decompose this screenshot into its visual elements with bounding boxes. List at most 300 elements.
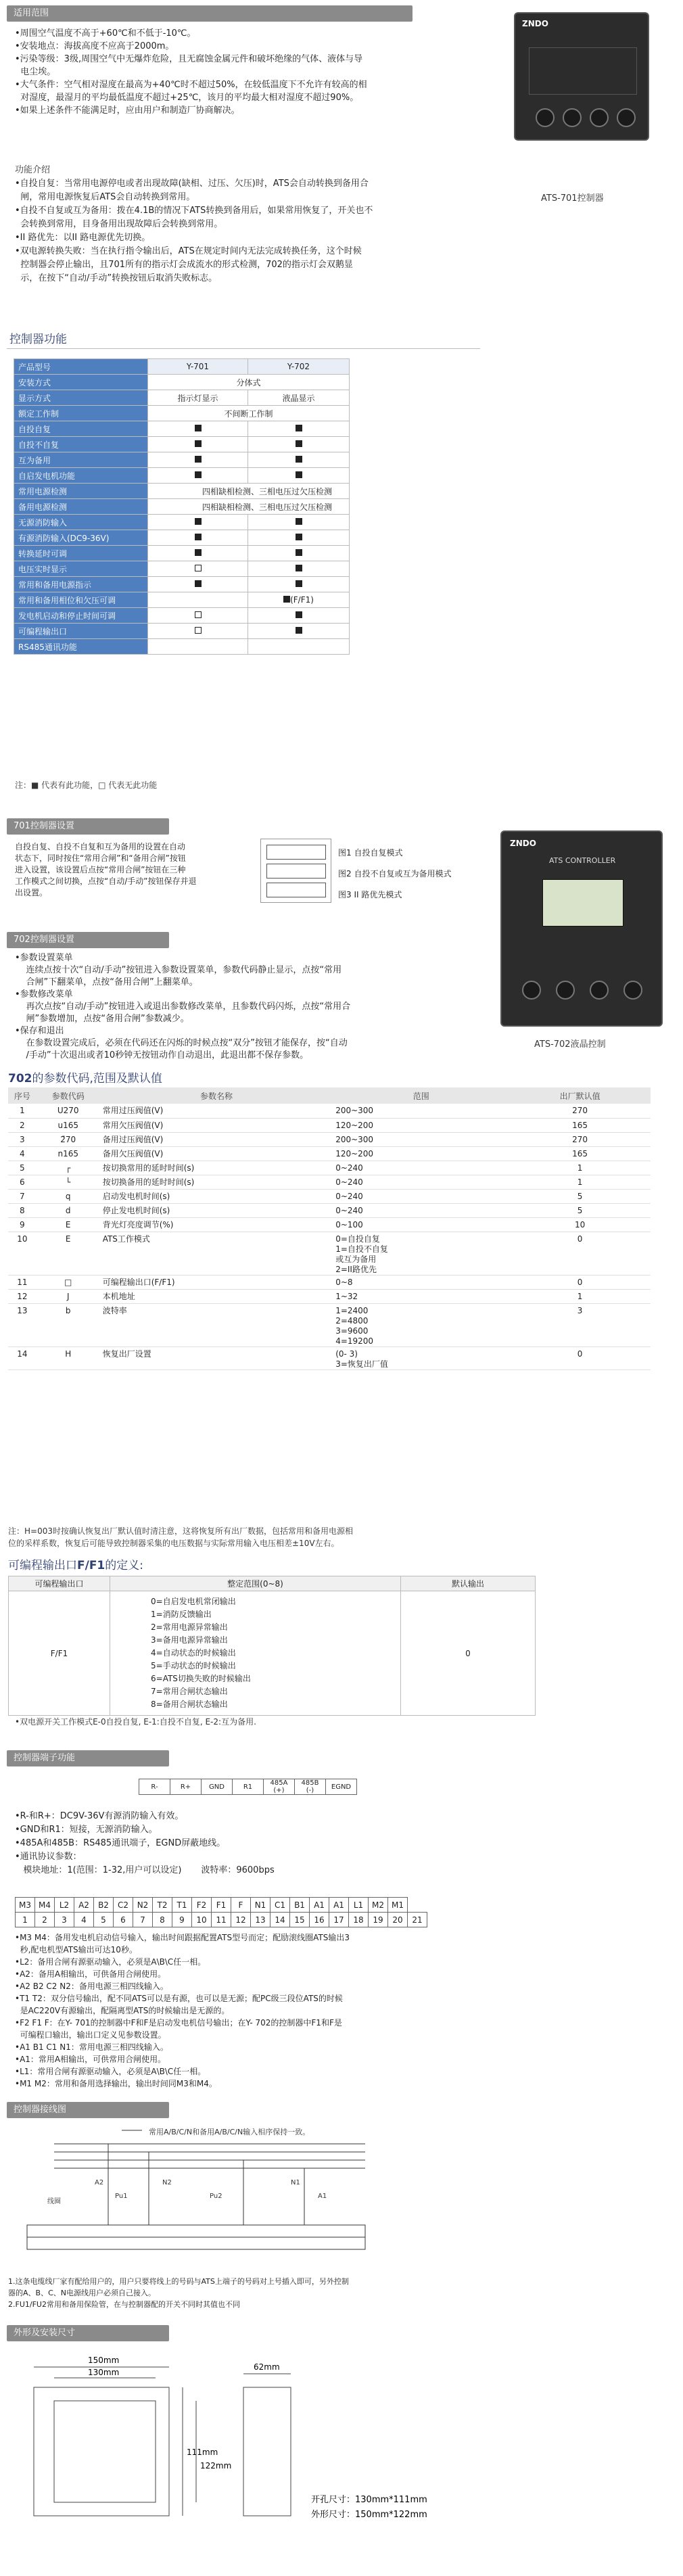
table-row	[8, 1132, 651, 1146]
text-line: •A1 B1 C1 N1：常用电源三相四线输入。	[15, 2042, 168, 2052]
cell-text: 液晶显示	[282, 393, 315, 403]
s702-text	[15, 952, 495, 1062]
terminal-label-cell: N2	[133, 1898, 153, 1913]
terminal-number-cell: 14	[270, 1913, 290, 1927]
param-no: 6	[8, 1175, 37, 1189]
filled-square-icon	[195, 456, 202, 463]
text-line: 4=自动状态的时候输出	[151, 1648, 236, 1658]
wiring-label-pu1: Pu1	[115, 2193, 128, 2200]
table-row	[8, 1289, 651, 1303]
table-row	[8, 1189, 651, 1203]
text-line: 状态下，同时按住“常用合闸”和“备用合闸”按钮	[15, 853, 186, 863]
param-code: □	[37, 1275, 100, 1289]
text-line: 2=常用电源异常输出	[151, 1622, 228, 1632]
y702-cell	[248, 421, 350, 437]
param-def: 165	[509, 1118, 651, 1132]
filled-square-icon	[296, 565, 302, 571]
row-label: 自启发电机功能	[14, 468, 148, 484]
table-row	[14, 530, 350, 546]
row-label: 电压实时显示	[14, 561, 148, 577]
param-def: 10	[509, 1217, 651, 1232]
terminal-top-cell: 485A (+)	[264, 1779, 295, 1795]
terminal-label-cell: M1	[388, 1898, 408, 1913]
table-row	[14, 561, 350, 577]
y702-cell	[248, 546, 350, 561]
terminal-number-cell: 1	[16, 1913, 35, 1927]
param-name: ATS工作模式	[100, 1232, 333, 1275]
wiring-label-n2: N2	[162, 2179, 172, 2186]
text-line: 模块地址：1(范围：1-32,用户可以设定) 波特率：9600bps	[15, 1865, 275, 1875]
y702-cell	[248, 390, 350, 406]
y702-cell	[248, 452, 350, 468]
filled-square-icon	[296, 534, 302, 540]
param-range: 0~240	[333, 1203, 509, 1217]
param-range: 1~32	[333, 1289, 509, 1303]
text-line: 是AC220V有源输出，配隔离型ATS的时候输出是无源的。	[15, 2006, 230, 2015]
y702-cell	[248, 592, 350, 608]
terminal-number-cell: 19	[369, 1913, 388, 1927]
text-line: 图1 自投自复模式	[338, 848, 403, 858]
filled-square-icon	[195, 440, 202, 447]
row-label: 发电机启动和停止时间可调	[14, 608, 148, 624]
filled-square-icon	[296, 611, 302, 618]
terminal-label-cell: F	[231, 1898, 251, 1913]
text-line: 控制器会停止输出，且701所有的指示灯会成流水的形式检测，702的指示灯会双鹅显	[15, 260, 353, 270]
param-name: 常用欠压阀值(V)	[100, 1118, 333, 1132]
row-label: 无源消防输入	[14, 515, 148, 530]
terminal-label-cell: C2	[114, 1898, 133, 1913]
terminal-number-cell: 7	[133, 1913, 153, 1927]
param-range: 0~8	[333, 1275, 509, 1289]
param-code: q	[37, 1189, 100, 1203]
param-name: 恢复出厂设置	[100, 1346, 333, 1369]
text-line: 秒,配电机型ATS输出可达10秒。	[15, 1945, 137, 1954]
prog-title-b: F/F1	[77, 1559, 105, 1572]
prog-title-c: 的定义:	[105, 1559, 143, 1572]
dip-switch-3	[266, 883, 326, 897]
row-label: 常用和备用电源指示	[14, 577, 148, 592]
terminal-number-cell: 20	[388, 1913, 408, 1927]
terminal-label-cell: T1	[172, 1898, 192, 1913]
s701-legend	[338, 843, 451, 906]
param-def: 5	[509, 1203, 651, 1217]
col-header: 可编程输出口	[9, 1576, 110, 1591]
text-line: 对湿度，最湿月的平均最低温度不超过+25℃，该月的平均最大相对湿度不超过90%。	[15, 93, 359, 103]
wiring-top-label: 常用A/B/C/N和备用A/B/C/N输入相序保持一致。	[149, 2128, 310, 2136]
terminal-label-cell: A1	[310, 1898, 329, 1913]
terminal-label-cell: B2	[94, 1898, 114, 1913]
y701-cell	[148, 530, 248, 546]
table-row	[14, 452, 350, 468]
terminal-number-cell: 15	[290, 1913, 310, 1927]
wiring-label-pu2: Pu2	[210, 2193, 222, 2200]
device-button	[522, 981, 541, 1000]
row-label: 额定工作制	[14, 406, 148, 421]
col-header: 整定范围(0~8)	[110, 1576, 401, 1591]
terminal-label-cell: T2	[153, 1898, 172, 1913]
panel-size: 外形尺寸：150mm*122mm	[311, 2510, 427, 2520]
terminal-label-cell: L2	[55, 1898, 74, 1913]
device-caption-701: ATS-701控制器	[541, 193, 604, 204]
terminal-block-bottom	[15, 1897, 427, 1927]
param-name: 背光灯亮度调节(%)	[100, 1217, 333, 1232]
text-line: 3=备用电源异常输出	[151, 1635, 228, 1645]
table-row	[8, 1303, 651, 1346]
text-line: •安装地点：海拔高度不应高于2000m。	[15, 41, 174, 51]
text-line: 电尘埃。	[15, 67, 56, 77]
table-row	[14, 484, 350, 499]
controller-function-table	[14, 358, 350, 655]
param-code: 2̄70	[37, 1132, 100, 1146]
table-row	[14, 515, 350, 530]
row-label: 可编程输出口	[14, 624, 148, 639]
table-row	[8, 1203, 651, 1217]
row-label: 有源消防输入(DC9-36V)	[14, 530, 148, 546]
param-no: 11	[8, 1275, 37, 1289]
y701-cell	[148, 515, 248, 530]
text-line: 2.FU1/FU2常用和备用保险管，在与控制器配的开关不同时其值也不同	[8, 2300, 240, 2309]
section-header-701: 701控制器设置	[7, 818, 169, 835]
y702-cell	[248, 437, 350, 452]
text-line: •通讯协议参数：	[15, 1852, 82, 1862]
param-def: 0	[509, 1275, 651, 1289]
text-line: •参数设置菜单	[15, 953, 73, 963]
y702-cell	[248, 577, 350, 592]
param-range: 0~100	[333, 1217, 509, 1232]
y701-cell	[148, 577, 248, 592]
section-header-wiring: 控制器接线图	[7, 2102, 169, 2118]
terminal-label-cell: A1	[329, 1898, 349, 1913]
terminal-label-cell: L1	[349, 1898, 369, 1913]
y701-cell	[148, 561, 248, 577]
span-cell: 不间断工作制	[148, 406, 350, 421]
text-line: •T1 T2：双分信号输出，配不同ATS可以是有源，也可以是无源；配PC级三段位ATS的时候	[15, 1994, 343, 2003]
filled-square-icon	[195, 580, 202, 587]
y702-cell	[248, 561, 350, 577]
text-line: 再次点按“自动/手动”按钮进入或退出参数修改菜单，且参数代码闪烁，点按“常用合	[15, 1002, 351, 1012]
terminal-text-1	[15, 1810, 542, 1877]
y701-cell	[148, 468, 248, 484]
table-row	[14, 639, 350, 655]
terminal-number-cell: 2	[35, 1913, 55, 1927]
param-name: 停止发电机时间(s)	[100, 1203, 333, 1217]
device-button	[536, 108, 555, 127]
table-row	[8, 1104, 651, 1118]
wiring-label-coil: 线圈	[47, 2198, 61, 2205]
dimension-drawing	[14, 2347, 663, 2570]
filled-square-icon	[296, 580, 302, 587]
param-range: 0~240	[333, 1161, 509, 1175]
indicator-panel	[529, 47, 637, 95]
param-col-header: 出厂默认值	[509, 1087, 651, 1104]
table-row	[8, 1275, 651, 1289]
prog-title-a: 可编程输出口	[8, 1559, 77, 1572]
terminal-block-top	[139, 1779, 357, 1795]
filled-square-icon	[195, 549, 202, 556]
param-no: 1	[8, 1104, 37, 1118]
device-caption-702: ATS-702液晶控制	[534, 1039, 606, 1050]
y701-cell	[148, 624, 248, 639]
inner-width: 130mm	[88, 2368, 120, 2377]
empty-square-icon	[195, 611, 202, 618]
param-range: 200~300	[333, 1132, 509, 1146]
terminal-top-cell: R-	[139, 1779, 170, 1795]
terminal-number-cell: 18	[349, 1913, 369, 1927]
text-line: 图3 II 路优先模式	[338, 890, 402, 899]
param-range: 120~200	[333, 1118, 509, 1132]
terminal-number-cell: 5	[94, 1913, 114, 1927]
param-no: 8	[8, 1203, 37, 1217]
table-row	[14, 608, 350, 624]
y701-cell	[148, 437, 248, 452]
section-header-terminals: 控制器端子功能	[7, 1750, 169, 1766]
lcd-screen	[542, 879, 623, 927]
wiring-label-n1: N1	[291, 2179, 300, 2186]
device-button	[590, 108, 609, 127]
y701-cell	[148, 546, 248, 561]
ctrl-col-header: Y-702	[248, 359, 350, 375]
row-label: 常用电源检测	[14, 484, 148, 499]
text-line: 闸，常用电源恢复后ATS会自动转换到常用。	[15, 192, 195, 202]
dip-switch-figure	[260, 839, 331, 903]
param-col-header: 序号	[8, 1087, 37, 1104]
params-title-rest: 的参数代码,范围及默认值	[32, 1072, 162, 1085]
port-cell: F/F1	[9, 1591, 110, 1716]
hole-size: 开孔尺寸：130mm*111mm	[311, 2495, 427, 2505]
param-no: 9	[8, 1217, 37, 1232]
row-label: 备用电源检测	[14, 499, 148, 515]
text-line: •A2：备用A相输出，可供备用合闸使用。	[15, 1969, 166, 1979]
row-label: 自投不自复	[14, 437, 148, 452]
table-row	[14, 499, 350, 515]
param-def: 1	[509, 1161, 651, 1175]
brand-logo: ZNDO	[522, 19, 548, 28]
text-line: 在参数设置完成后，必须在代码还在闪烁的时候点按“双分”按钮才能保存，按“自动	[15, 1038, 348, 1048]
device-title: ATS CONTROLLER	[549, 856, 616, 865]
param-no: 13	[8, 1303, 37, 1346]
text-line: 出设置。	[15, 888, 48, 897]
terminal-text-2	[15, 1931, 678, 2090]
param-def: 1	[509, 1289, 651, 1303]
param-range: 120~200	[333, 1146, 509, 1161]
terminal-number-cell: 17	[329, 1913, 349, 1927]
params-note	[8, 1525, 671, 1549]
param-range: 0~240	[333, 1175, 509, 1189]
filled-square-icon	[283, 596, 290, 603]
text-line: 示，在按下“自动/手动”转换按钮后取消失败标志。	[15, 273, 218, 283]
text-line: 闸”参数增加，点按“备用合闸”参数减少。	[15, 1014, 189, 1024]
table-row	[14, 406, 350, 421]
text-line: 会转换到常用，目身备用出现故障后会转换到常用。	[15, 219, 223, 229]
y701-cell	[148, 639, 248, 655]
filled-square-icon	[296, 471, 302, 478]
param-name: 备用过压阀值(V)	[100, 1132, 333, 1146]
param-def: 5	[509, 1189, 651, 1203]
section-header-dims: 外形及安装尺寸	[7, 2325, 169, 2341]
section-title-ctrl-func: 控制器功能	[7, 330, 480, 349]
device-button	[590, 981, 609, 1000]
text-line: 进入设置，该设置后点按“常用合闸”按钮在三种	[15, 865, 186, 874]
param-col-header: 参数代码	[37, 1087, 100, 1104]
text-line: •R-和R+：DC9V-36V有源消防输入有效。	[15, 1811, 184, 1821]
terminal-number-cell: 4	[74, 1913, 94, 1927]
filled-square-icon	[195, 425, 202, 431]
row-label: 常用和备用相位和欠压可调	[14, 592, 148, 608]
terminal-label-cell: M3	[16, 1898, 35, 1913]
table-row	[14, 421, 350, 437]
param-name: 备用欠压阀值(V)	[100, 1146, 333, 1161]
param-range: (0- 3) 3=恢复出厂值	[333, 1346, 509, 1369]
y701-cell	[148, 608, 248, 624]
section-header-702: 702控制器设置	[7, 932, 169, 948]
terminal-top-cell: GND	[202, 1779, 233, 1795]
row-label: 自投自复	[14, 421, 148, 437]
terminal-top-cell: R1	[233, 1779, 264, 1795]
row-label: 安装方式	[14, 375, 148, 390]
filled-square-icon	[195, 471, 202, 478]
param-col-header: 参数名称	[100, 1087, 333, 1104]
param-name: 可编程输出口(F/F1)	[100, 1275, 333, 1289]
param-def: 1	[509, 1175, 651, 1189]
text-line: 自投自复、自投不自复和互为备用的设置在自动	[15, 842, 186, 851]
y702-cell	[248, 468, 350, 484]
text-line: 连续点按十次“自动/手动”按钮进入参数设置菜单，参数代码静止显示，点按“常用	[15, 965, 342, 975]
table-row	[14, 577, 350, 592]
empty-square-icon	[195, 627, 202, 634]
y702-cell	[248, 530, 350, 546]
prog-footnote: •双电源开关工作模式E-0自投自复, E-1:自投不自复, E-2:互为备用.	[15, 1717, 256, 1727]
filled-square-icon	[296, 518, 302, 525]
terminal-number-cell: 16	[310, 1913, 329, 1927]
terminal-number-cell: 13	[251, 1913, 270, 1927]
outer-width: 150mm	[88, 2356, 120, 2365]
wiring-notes	[8, 2276, 671, 2310]
text-line: •A1：常用A相输出，可供常用合闸使用。	[15, 2055, 166, 2064]
param-def: 0	[509, 1232, 651, 1275]
table-row	[14, 390, 350, 406]
param-code: b	[37, 1303, 100, 1346]
params-note-line: 注：H=003时按确认恢复出厂默认值时清注意，这将恢复所有出厂数据，包括常用和备用电源相	[8, 1526, 353, 1536]
terminal-top-cell: R+	[170, 1779, 202, 1795]
param-code: H	[37, 1346, 100, 1369]
wide-cell: 四相缺相检测、三相电压过欠压检测	[148, 499, 350, 515]
terminal-label-cell: F2	[192, 1898, 212, 1913]
wide-cell: 四相缺相检测、三相电压过欠压检测	[148, 484, 350, 499]
inner-height: 111mm	[187, 2448, 218, 2457]
y702-cell	[248, 608, 350, 624]
text-line: •L2：备用合闸有源驱动输入，必须是A\B\C任一相。	[15, 1957, 206, 1967]
table-row	[8, 1217, 651, 1232]
functions-text	[15, 177, 515, 285]
wiring-label-a2: A2	[95, 2179, 104, 2186]
table-row	[14, 468, 350, 484]
terminal-number-cell: 6	[114, 1913, 133, 1927]
text-line: 图2 自投不自复或互为备用模式	[338, 869, 452, 879]
y701-cell	[148, 421, 248, 437]
text-line: 1.这条电缆线厂家有配给用户的，用户只要将线上的号码与ATS上端子的号码对上号插入即可，另外控制	[8, 2277, 349, 2286]
terminal-label-cell: C1	[270, 1898, 290, 1913]
filled-square-icon	[296, 627, 302, 634]
default-cell: 0	[401, 1591, 536, 1716]
ctrl-col-header: 产品型号	[14, 359, 148, 375]
text-line: •双电源转换失败：当在执行指令输出后，ATS在规定时间内无法完成转换任务，这个时候	[15, 246, 362, 256]
text-line: •II 路优先：以II 路电源优先切换。	[15, 233, 151, 243]
param-code: u165	[37, 1118, 100, 1132]
terminal-top-cell: 485B (-)	[295, 1779, 326, 1795]
programmable-output-table	[8, 1576, 536, 1716]
table-row	[8, 1161, 651, 1175]
terminal-label-cell: A2	[74, 1898, 94, 1913]
param-range: 200~300	[333, 1104, 509, 1118]
param-no: 12	[8, 1289, 37, 1303]
terminal-top-cell: EGND	[326, 1779, 357, 1795]
table-row	[8, 1346, 651, 1369]
text-line: •A2 B2 C2 N2：备用电源三相四线输入。	[15, 1982, 168, 1991]
text-line: •大气条件：空气相对湿度在最高为+40℃时不超过50%，在较低温度下不允许有较高的相	[15, 80, 367, 90]
table-row	[8, 1175, 651, 1189]
text-line: •L1：常用合闸有源驱动输入，必须是A\B\C任一相。	[15, 2067, 206, 2076]
param-code: E	[37, 1232, 100, 1275]
device-button	[563, 108, 582, 127]
filled-square-icon	[195, 518, 202, 525]
text-line: 合闸”下翻菜单，点按“备用合闸”上翻菜单。	[15, 977, 198, 987]
param-code: n165	[37, 1146, 100, 1161]
param-no: 4	[8, 1146, 37, 1161]
ctrl-col-header: Y-701	[148, 359, 248, 375]
text-line: 可编程口输出，输出口定义见参数设置。	[15, 2030, 166, 2040]
filled-square-icon	[296, 440, 302, 447]
dip-switch-1	[266, 845, 326, 860]
y702-cell	[248, 639, 350, 655]
param-no: 10	[8, 1232, 37, 1275]
filled-square-icon	[296, 425, 302, 431]
text-line: /手动”十次退出或者10秒钟无按钮动作自动退出，此退出都不保存参数。	[15, 1050, 309, 1060]
terminal-label-cell: M2	[369, 1898, 388, 1913]
table-row	[8, 1146, 651, 1161]
param-no: 5	[8, 1161, 37, 1175]
param-name: 按切换常用的延时时间(s)	[100, 1161, 333, 1175]
wiring-diagram	[14, 2124, 392, 2272]
table-row	[14, 375, 350, 390]
y701-cell	[148, 390, 248, 406]
param-range: 0=自投自复 1=自投不自复 或互为备用 2=II路优先	[333, 1232, 509, 1275]
params-title-bold: 702	[8, 1072, 32, 1085]
text-line: 8=备用合闸状态输出	[151, 1700, 228, 1709]
text-line: •污染等级：3级,周围空气中无爆炸危险，且无腐蚀金属元件和破坏绝缘的气体、液体与导	[15, 54, 363, 64]
terminal-number-cell: 8	[153, 1913, 172, 1927]
ats-702-controller-image	[500, 830, 663, 1027]
text-line: •M3 M4：备用发电机启动信号输入，输出时间跟据配置ATS型号而定；配励滚线圈ATS输出3	[15, 1933, 350, 1942]
text-line: •周围空气温度不高于+60℃和不低于-10℃。	[15, 28, 196, 39]
text-line: 0=自启发电机常闭输出	[151, 1597, 236, 1606]
param-code: └	[37, 1175, 100, 1189]
filled-square-icon	[296, 549, 302, 556]
param-no: 3	[8, 1132, 37, 1146]
param-def: 3	[509, 1303, 651, 1346]
row-label: 互为备用	[14, 452, 148, 468]
param-range: 1=2400 2=4800 3=9600 4=19200	[333, 1303, 509, 1346]
device-button	[623, 981, 642, 1000]
cell-text: 指示灯显示	[177, 393, 218, 403]
param-code: d	[37, 1203, 100, 1217]
device-button	[556, 981, 575, 1000]
col-header: 默认输出	[401, 1576, 536, 1591]
wiring-label-a1: A1	[318, 2193, 327, 2200]
y701-cell	[148, 452, 248, 468]
params-title	[8, 1069, 162, 1085]
text-line: •参数修改菜单	[15, 989, 73, 1000]
terminal-number-cell: 11	[212, 1913, 231, 1927]
